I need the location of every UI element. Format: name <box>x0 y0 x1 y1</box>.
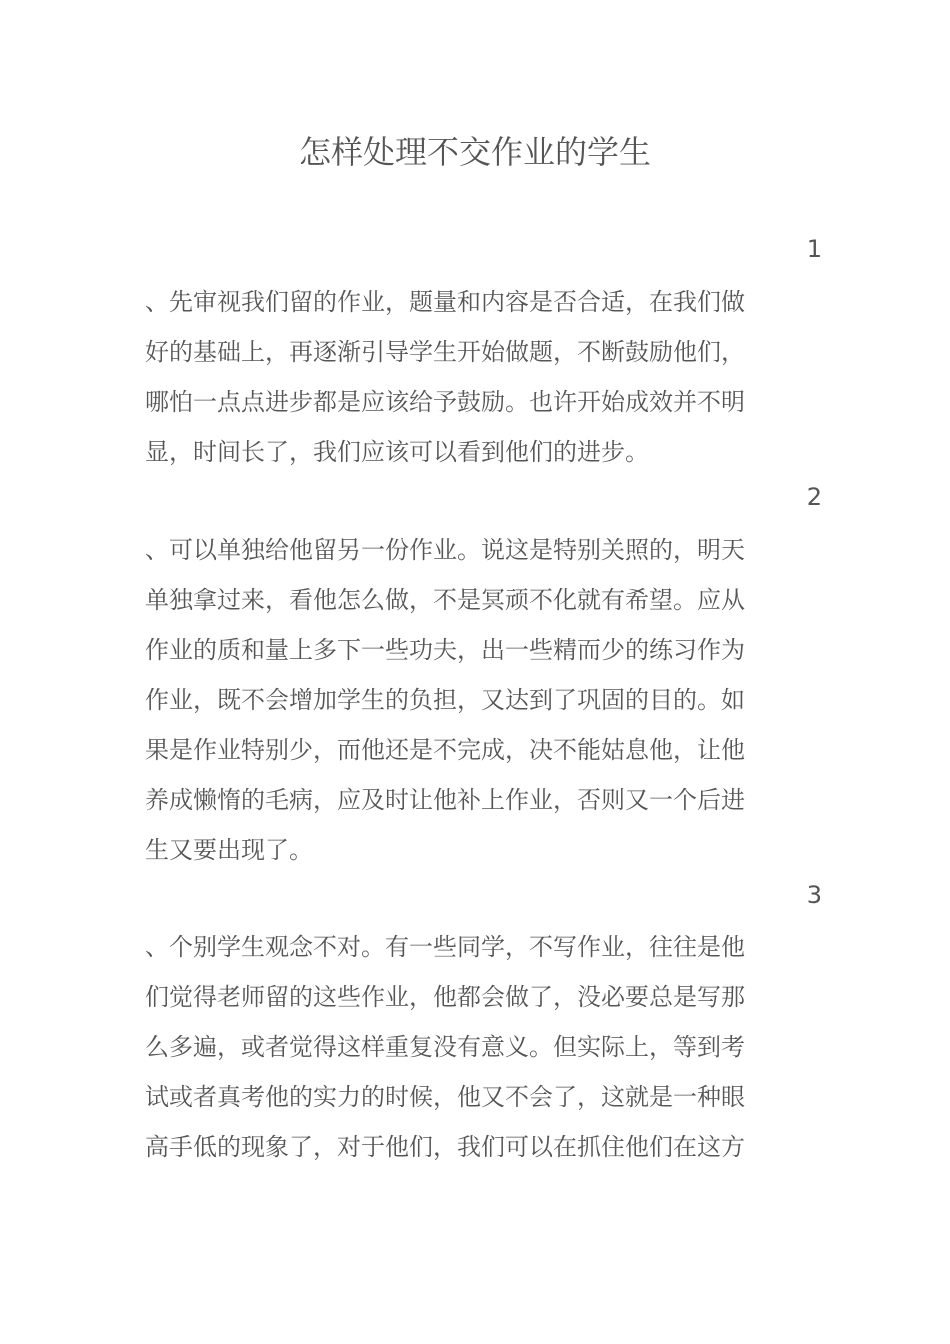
paragraph-line: 养成懒惰的毛病，应及时让他补上作业，否则又一个后进 <box>145 786 745 814</box>
paragraph-line: 作业，既不会增加学生的负担，又达到了巩固的目的。如 <box>145 686 745 714</box>
paragraph-line: 们觉得老师留的这些作业，他都会做了，没必要总是写那 <box>145 983 745 1011</box>
paragraph-line: 、个别学生观念不对。有一些同学，不写作业，往往是他 <box>145 933 745 961</box>
paragraph-line: 好的基础上，再逐渐引导学生开始做题，不断鼓励他们， <box>145 338 745 366</box>
paragraph-1 <box>145 277 790 477</box>
paragraph-2 <box>145 525 790 875</box>
item-number-3: 3 <box>806 881 822 909</box>
paragraph-line: 哪怕一点点进步都是应该给予鼓励。也许开始成效并不明 <box>145 388 745 416</box>
paragraph-line: 高手低的现象了，对于他们，我们可以在抓住他们在这方 <box>145 1133 745 1161</box>
paragraph-line: 显，时间长了，我们应该可以看到他们的进步。 <box>145 438 649 466</box>
paragraph-line: 试或者真考他的实力的时候，他又不会了，这就是一种眼 <box>145 1083 745 1111</box>
paragraph-line: 么多遍，或者觉得这样重复没有意义。但实际上，等到考 <box>145 1033 745 1061</box>
paragraph-line: 作业的质和量上多下一些功夫，出一些精而少的练习作为 <box>145 636 745 664</box>
paragraph-line: 单独拿过来，看他怎么做，不是冥顽不化就有希望。应从 <box>145 586 745 614</box>
paragraph-line: 生又要出现了。 <box>145 836 313 864</box>
paragraph-line: 、先审视我们留的作业，题量和内容是否合适，在我们做 <box>145 288 745 316</box>
item-number-1: 1 <box>806 235 822 263</box>
paragraph-3 <box>145 922 790 1172</box>
item-number-2: 2 <box>806 483 822 511</box>
paragraph-line: 果是作业特别少，而他还是不完成，决不能姑息他，让他 <box>145 736 745 764</box>
paragraph-line: 、可以单独给他留另一份作业。说这是特别关照的，明天 <box>145 536 745 564</box>
page-title: 怎样处理不交作业的学生 <box>298 133 651 171</box>
